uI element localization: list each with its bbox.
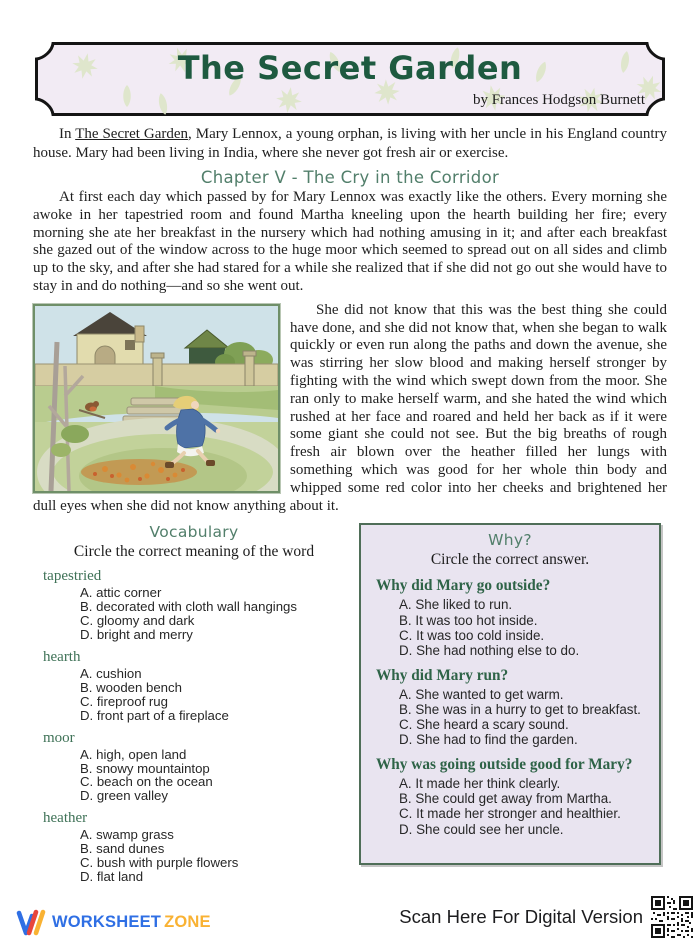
vocab-option[interactable]: D. flat land	[80, 868, 144, 884]
intro-paragraph	[33, 125, 667, 162]
vocab-option[interactable]: C. bush with purple flowers	[80, 855, 239, 871]
question-text: Why did Mary go outside?	[376, 577, 551, 595]
answer-option[interactable]: C. It was too cold inside.	[399, 627, 545, 643]
vocab-word: hearth	[43, 648, 81, 665]
why-question-3	[361, 755, 659, 837]
intro-prefix: In	[59, 126, 72, 142]
vocab-option[interactable]: D. front part of a fireplace	[80, 707, 229, 723]
why-instructions: Circle the correct answer.	[430, 551, 590, 569]
chapter-heading: Chapter V - The Cry in the Corridor	[200, 168, 500, 187]
answer-option[interactable]: C. It made her stronger and healthier.	[399, 806, 621, 822]
chapter-paragraph-1: At first each day which passed by for Mary Lennox was exactly like the others. Every morning she awoke in her tapestried room and found Martha kneeling upon the hearth building her fire; every morning she ate her breakfast in the nursery which had nothing amusing in it; and after each breakfast she gazed out of the window across to the huge moor which seemed to spread out on all sides and climb up to the sky, and after she had stared for a while she realized that if she did not go out she would have to stay in and do nothing—and so she went out.	[33, 189, 667, 294]
answer-option[interactable]: D. She had nothing else to do.	[399, 643, 580, 659]
vocab-option[interactable]: D. bright and merry	[80, 627, 193, 643]
question-text: Why was going outside good for Mary?	[376, 755, 633, 773]
worksheet-page	[0, 42, 700, 948]
brand-zone: ZONE	[164, 912, 211, 931]
vocab-option[interactable]: A. high, open land	[80, 746, 187, 762]
answer-option[interactable]: A. She liked to run.	[399, 597, 513, 613]
vocab-word: moor	[43, 729, 75, 746]
why-question-1	[361, 576, 659, 658]
chapter-paragraph-2-block	[33, 302, 667, 516]
vocab-option[interactable]: B. sand dunes	[80, 841, 165, 857]
vocabulary-section	[33, 523, 355, 890]
vocab-option[interactable]: B. snowy mountaintop	[80, 760, 210, 776]
vocab-word: heather	[43, 810, 88, 827]
answer-option[interactable]: A. It made her think clearly.	[399, 775, 561, 791]
footer	[0, 894, 700, 942]
vocab-item-hearth	[33, 648, 355, 723]
book-title-underlined: The Secret Garden	[75, 126, 189, 142]
chapter-paragraph-2: She did not know that this was the best thing she could have done, and she did not know that, when she began to walk quickly or even run along the paths and down the avenue, she was stirring her slow blood and making herself stronger by fighting with the wind which swept down from the moor. She ran only to make herself warm, and she hated the wind which rushed at her face and roared and held her back as if it were some giant she could not see. But the big breaths of rough fresh air blown over the heather filled her lungs with something which was good for her whole thin body and whipped some red color into her cheeks and brightened her dull eyes when she did not know anything about it.	[33, 301, 667, 514]
vocab-option[interactable]: C. fireproof rug	[80, 693, 168, 709]
vocabulary-heading: Vocabulary	[149, 523, 239, 542]
vocab-item-tapestried	[33, 567, 355, 642]
why-question-box	[359, 523, 661, 865]
why-question-2	[361, 666, 659, 748]
vocab-option[interactable]: C. beach on the ocean	[80, 774, 213, 790]
vocab-option[interactable]: A. attic corner	[80, 585, 162, 601]
vocab-option[interactable]: D. green valley	[80, 788, 168, 804]
why-heading: Why?	[488, 531, 532, 550]
answer-option[interactable]: B. She could get away from Martha.	[399, 791, 612, 807]
vocab-word: tapestried	[43, 568, 102, 585]
vocab-option[interactable]: B. wooden bench	[80, 679, 182, 695]
worksheet-zone-logo-icon	[16, 908, 46, 936]
answer-option[interactable]: D. She had to find the garden.	[399, 732, 578, 748]
vocab-item-moor	[33, 729, 355, 804]
lower-section	[33, 523, 667, 890]
vocab-item-heather	[33, 809, 355, 884]
answer-option[interactable]: B. It was too hot inside.	[399, 612, 538, 628]
scan-group	[399, 896, 693, 938]
intro-rest: , Mary Lennox, a young orphan, is living with her uncle in his England country house. Mary had been living in India, where she never got fresh air or exercise.	[33, 126, 667, 161]
scan-label: Scan Here For Digital Version	[399, 906, 643, 927]
vocab-option[interactable]: A. swamp grass	[80, 827, 174, 843]
question-text: Why did Mary run?	[376, 666, 509, 684]
worksheet-zone-logo[interactable]	[16, 908, 211, 936]
page-title: The Secret Garden	[177, 49, 523, 87]
author-byline: by Frances Hodgson Burnett	[472, 92, 645, 108]
answer-option[interactable]: C. She heard a scary sound.	[399, 717, 569, 733]
answer-option[interactable]: A. She wanted to get warm.	[399, 686, 564, 702]
vocab-option[interactable]: B. decorated with cloth wall hangings	[80, 599, 297, 615]
answer-option[interactable]: B. She was in a hurry to get to breakfast.	[399, 701, 641, 717]
answer-option[interactable]: D. She could see her uncle.	[399, 821, 564, 837]
vocab-option[interactable]: A. cushion	[80, 665, 142, 681]
brand-worksheet: WORKSHEET	[52, 912, 162, 931]
garden-illustration	[33, 304, 280, 493]
vocabulary-instructions: Circle the correct meaning of the word	[73, 543, 315, 561]
qr-code[interactable]	[651, 896, 693, 938]
vocab-option[interactable]: C. gloomy and dark	[80, 613, 195, 629]
header-plaque	[35, 42, 665, 116]
